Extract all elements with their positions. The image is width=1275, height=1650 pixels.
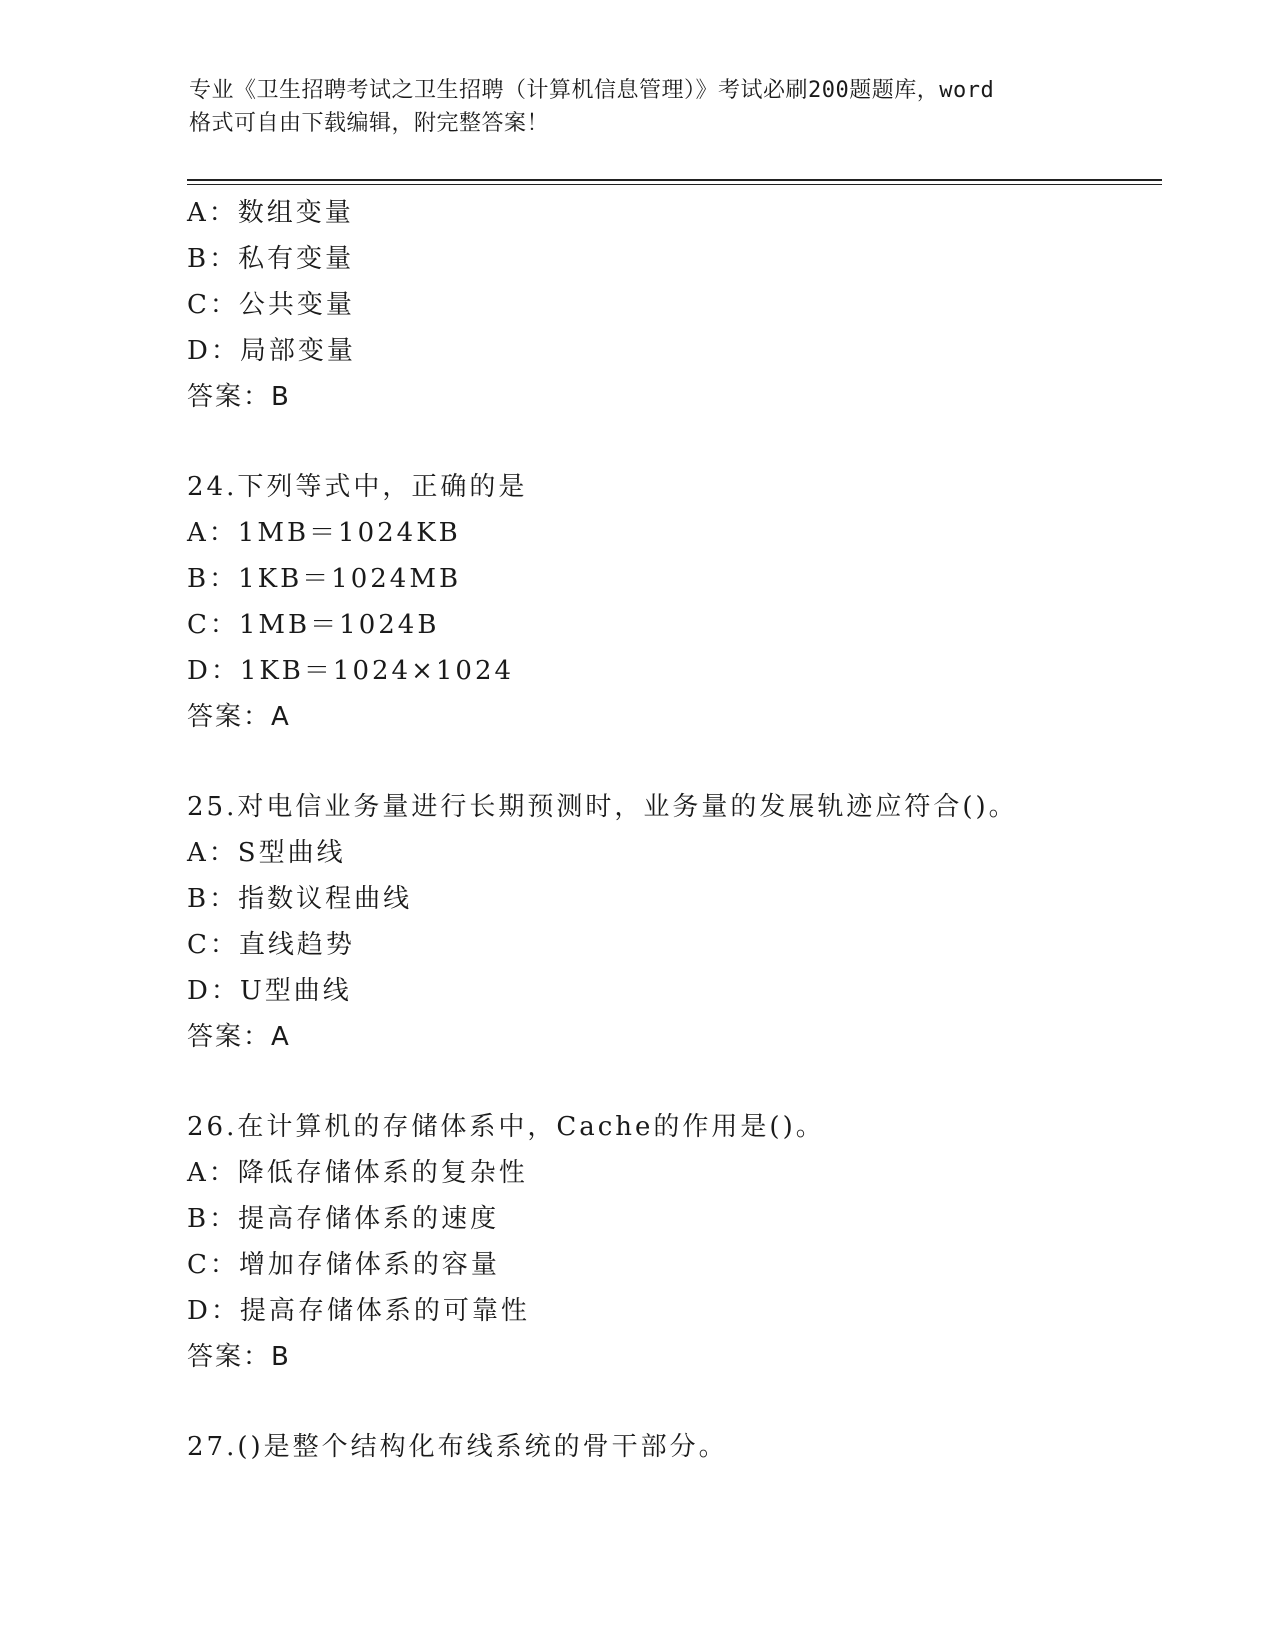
option-b: B：私有变量 xyxy=(187,244,355,274)
spacer xyxy=(187,420,1162,464)
question-list xyxy=(187,190,1162,1470)
option-b: B：指数议程曲线 xyxy=(187,884,413,914)
option-d: D：局部变量 xyxy=(187,336,356,366)
option-d: D：提高存储体系的可靠性 xyxy=(187,1296,530,1326)
question-text: 26.在计算机的存储体系中，Cache的作用是()。 xyxy=(187,1112,825,1142)
header-divider-thin xyxy=(187,184,1162,185)
question-text: 24.下列等式中，正确的是 xyxy=(187,472,528,502)
option-c: C：1MB＝1024B xyxy=(187,610,440,640)
spacer xyxy=(187,1380,1162,1424)
document-header xyxy=(189,74,1109,140)
header-title-line-2: 格式可自由下载编辑，附完整答案！ xyxy=(189,111,550,136)
question-26 xyxy=(187,1104,1162,1380)
option-b: B：1KB＝1024MB xyxy=(187,564,462,594)
question-23 xyxy=(187,190,1162,420)
option-d: D：U型曲线 xyxy=(187,976,352,1006)
option-a: A：降低存储体系的复杂性 xyxy=(187,1158,528,1188)
option-c: C：公共变量 xyxy=(187,290,355,320)
option-c: C：增加存储体系的容量 xyxy=(187,1250,500,1280)
option-b: B：提高存储体系的速度 xyxy=(187,1204,500,1234)
question-27 xyxy=(187,1424,1162,1470)
spacer xyxy=(187,1060,1162,1104)
answer-line: 答案：A xyxy=(187,1022,291,1052)
answer-line: 答案：B xyxy=(187,1342,291,1372)
option-a: A：数组变量 xyxy=(187,198,354,228)
question-25 xyxy=(187,784,1162,1060)
spacer xyxy=(187,740,1162,784)
option-a: A：S型曲线 xyxy=(187,838,346,868)
header-title-line-1: 专业《卫生招聘考试之卫生招聘（计算机信息管理）》考试必刷200题题库，word xyxy=(189,78,995,103)
option-d: D：1KB＝1024×1024 xyxy=(187,656,515,686)
answer-line: 答案：B xyxy=(187,382,291,412)
option-c: C：直线趋势 xyxy=(187,930,355,960)
header-divider-thick xyxy=(187,179,1162,181)
option-a: A：1MB＝1024KB xyxy=(187,518,461,548)
question-text: 25.对电信业务量进行长期预测时，业务量的发展轨迹应符合()。 xyxy=(187,792,1018,822)
answer-line: 答案：A xyxy=(187,702,291,732)
question-text: 27.()是整个结构化布线系统的骨干部分。 xyxy=(187,1432,728,1462)
question-24 xyxy=(187,464,1162,740)
